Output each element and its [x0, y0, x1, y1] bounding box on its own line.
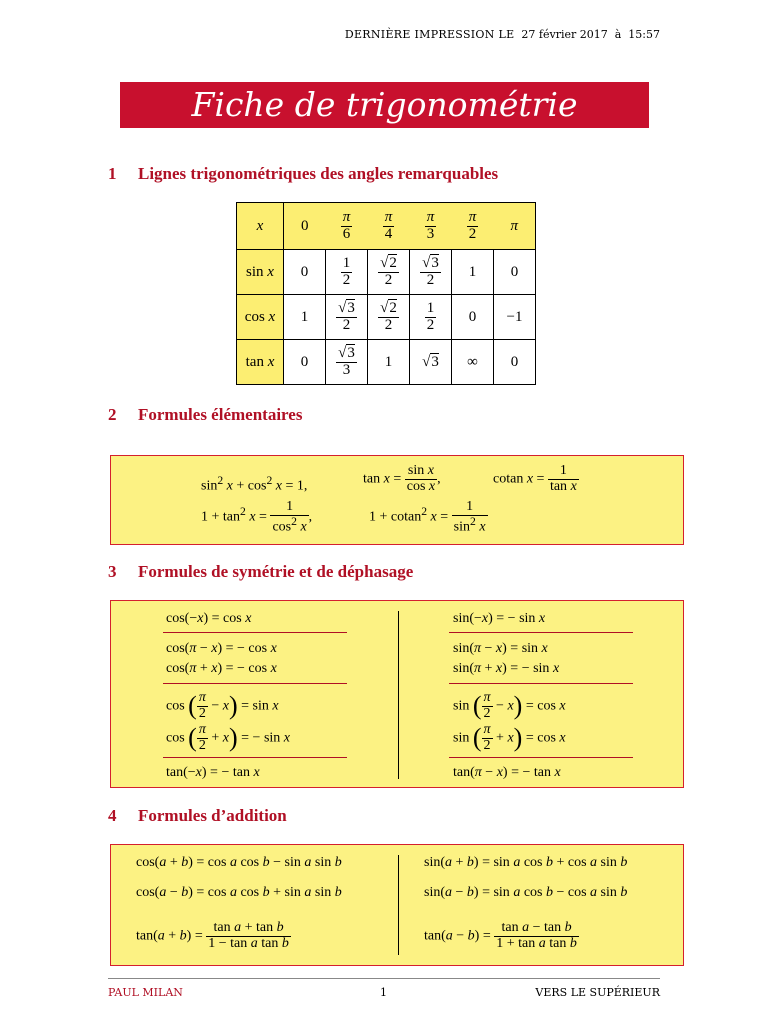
table-cell: $\frac{√2}{2}$: [368, 250, 410, 295]
formula: sin(−x) = − sin x: [453, 611, 546, 626]
formula: 1 + cotan$^2$ x = $\frac{1}{\sin^2 x}$: [369, 499, 486, 535]
table-cell: $\frac{\pi}{2}$: [452, 203, 494, 250]
formula: tan x = $\frac{\text{sin x}}{\text{cos x}}$ ,: [363, 463, 441, 494]
formula: cos(π + x) = − cos x: [166, 661, 277, 676]
table-cell: $\frac{√3}{2}$: [410, 250, 452, 295]
table-row: [237, 295, 536, 340]
print-label: DERNIÈRE IMPRESSION LE: [344, 28, 515, 41]
angles-table: [236, 202, 536, 385]
table-cell: 1: [284, 295, 326, 340]
table-cell: 0: [284, 340, 326, 385]
formula: tan(π − x) = − tan x: [453, 765, 561, 780]
table-cell: 1: [368, 340, 410, 385]
section-2-heading: 2 Formules élémentaires: [108, 405, 303, 424]
addition-formulas-box: [110, 844, 684, 966]
table-cell: $\frac{\pi}{3}$: [410, 203, 452, 250]
footer-rule: [108, 978, 660, 979]
table-cell: ∞: [452, 340, 494, 385]
elementary-formulas-box: [110, 455, 684, 545]
formula: sin(π + x) = − sin x: [453, 661, 560, 676]
table-cell: −1: [494, 295, 536, 340]
formula: tan(−x) = − tan x: [166, 765, 260, 780]
table-cell: cos x: [237, 295, 284, 340]
table-row: [237, 250, 536, 295]
section-4-heading: 4 Formules d’addition: [108, 806, 287, 825]
table-cell: √3: [410, 340, 452, 385]
formula: cos ( $\frac{\pi}{2}$ + x) = − sin x: [166, 722, 291, 753]
table-cell: $\frac{\pi}{6}$: [326, 203, 368, 250]
formula: sin(π − x) = sin x: [453, 641, 548, 656]
symmetry-formulas-box: [110, 600, 684, 788]
table-row: [237, 203, 536, 250]
table-cell: 0: [494, 340, 536, 385]
footer-right: VERS LE SUPÉRIEUR: [535, 986, 660, 999]
formula: cos(−x) = cos x: [166, 611, 252, 626]
formula: cos(a − b) = cos a cos b + sin a sin b: [136, 885, 342, 900]
print-header: [108, 28, 660, 41]
table-cell: $\frac{1}{2}$: [326, 250, 368, 295]
table-cell: $\frac{√3}{2}$: [326, 295, 368, 340]
print-time: 15:57: [628, 28, 660, 41]
table-cell: 0: [494, 250, 536, 295]
table-cell: sin x: [237, 250, 284, 295]
section-number: 1: [108, 164, 117, 183]
page-title: Fiche de trigonométrie: [120, 82, 649, 128]
table-cell: x: [237, 203, 284, 250]
table-cell: $\frac{√2}{2}$: [368, 295, 410, 340]
formula: tan(a + b) = $\frac{\text{tan a + tan b}}{\text{1 − tan a tan b}}$: [136, 920, 289, 951]
table-cell: 1: [452, 250, 494, 295]
footer-author: PAUL MILAN: [108, 986, 183, 999]
table-cell: π: [494, 203, 536, 250]
formula: cos(π − x) = − cos x: [166, 641, 277, 656]
table-cell: $\frac{\pi}{4}$: [368, 203, 410, 250]
formula: sin(a + b) = sin a cos b + cos a sin b: [424, 855, 628, 870]
formula: cos ( $\frac{\pi}{2}$ − x) = sin x: [166, 690, 279, 721]
print-date: 27 février 2017: [521, 28, 608, 41]
table-cell: 0: [284, 250, 326, 295]
table-cell: 0: [452, 295, 494, 340]
formula: sin ( $\frac{\pi}{2}$ + x) = cos x: [453, 722, 566, 753]
table-cell: $\frac{√3}{3}$: [326, 340, 368, 385]
formula: $1 + \tan^2 x$ = $\frac{1}{\cos^2 x}$ ,: [201, 499, 313, 535]
table-cell: $\frac{1}{2}$: [410, 295, 452, 340]
table-cell: 0: [284, 203, 326, 250]
table-row: [237, 340, 536, 385]
section-1-heading: [108, 164, 498, 184]
section-title: Lignes trigonométriques des angles remarquables: [138, 164, 499, 183]
table-cell: tan x: [237, 340, 284, 385]
formula: $\sin^2 x + \cos^2 x = 1$,: [201, 474, 308, 494]
section-3-heading: 3 Formules de symétrie et de déphasage: [108, 562, 414, 581]
formula: sin(a − b) = sin a cos b − cos a sin b: [424, 885, 628, 900]
formula: cos(a + b) = cos a cos b − sin a sin b: [136, 855, 342, 870]
formula: cotan x = $\frac{1}{\text{tan x}}$: [493, 463, 577, 494]
formula: sin ( $\frac{\pi}{2}$ − x) = cos x: [453, 690, 566, 721]
formula: tan(a − b) = $\frac{\text{tan a − tan b}}{\text{1 + tan a tan b}}$: [424, 920, 577, 951]
print-sep: à: [614, 28, 622, 41]
footer-page-number: 1: [380, 986, 387, 999]
